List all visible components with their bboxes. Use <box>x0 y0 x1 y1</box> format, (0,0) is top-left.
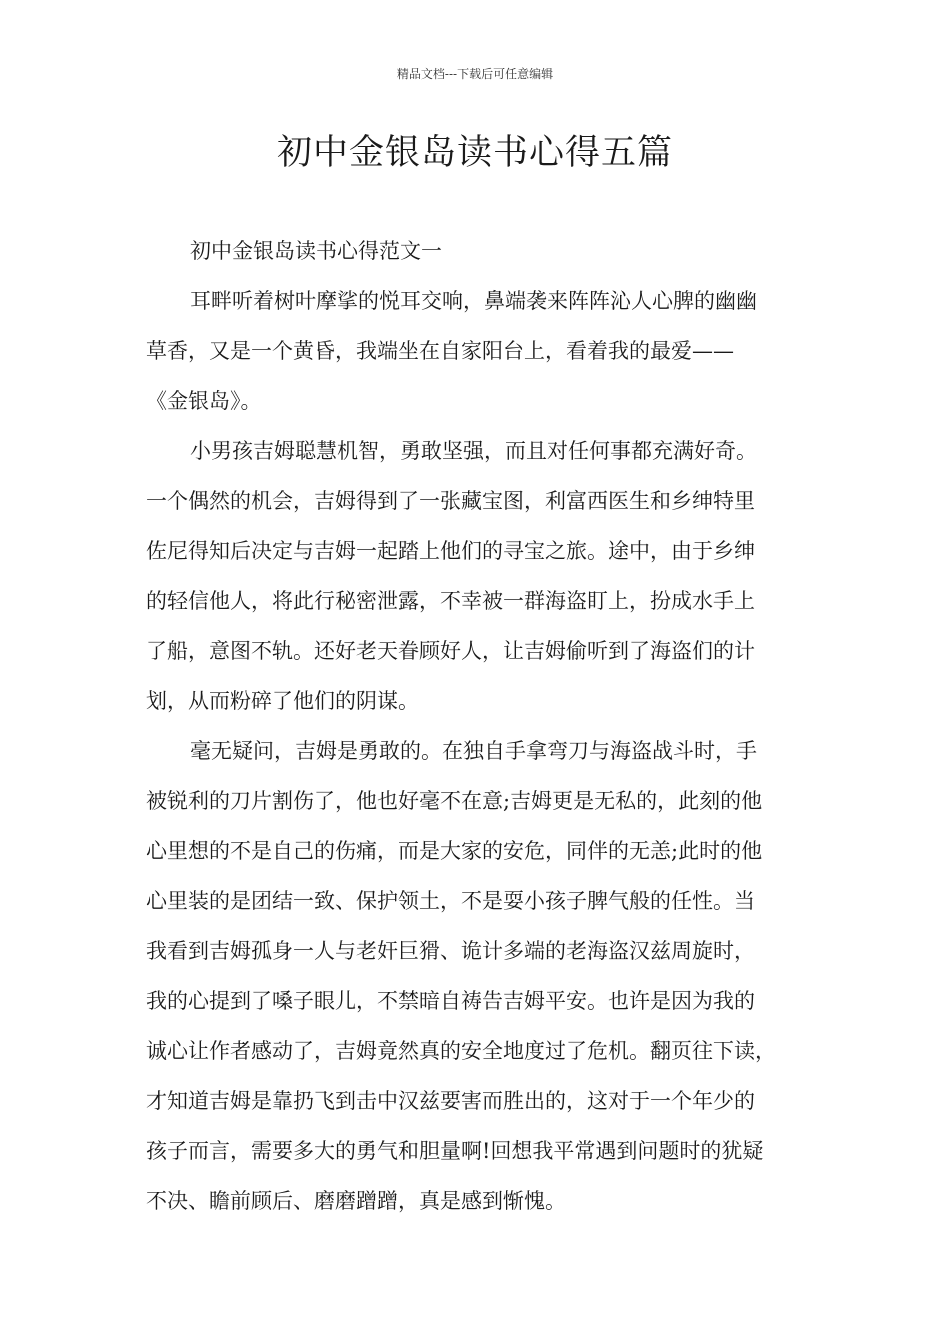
paragraph-3 <box>146 726 824 1226</box>
paragraph-2 <box>146 426 824 726</box>
paragraph-line: 我的心提到了嗓子眼儿，不禁暗自祷告吉姆平安。也许是因为我的 <box>146 989 755 1013</box>
paragraph-line: 被锐利的刀片割伤了，他也好毫不在意;吉姆更是无私的，此刻的他 <box>146 789 763 813</box>
paragraph-line: 一个偶然的机会，吉姆得到了一张藏宝图，利富西医生和乡绅特里 <box>146 489 755 513</box>
document-title: 初中金银岛读书心得五篇 <box>276 133 673 173</box>
paragraph-line: 佐尼得知后决定与吉姆一起踏上他们的寻宝之旅。途中，由于乡绅 <box>146 539 755 563</box>
paragraph-line: 毫无疑问，吉姆是勇敢的。在独自手拿弯刀与海盗战斗时，手 <box>190 739 757 763</box>
paragraph-line: 小男孩吉姆聪慧机智，勇敢坚强，而且对任何事都充满好奇。 <box>190 439 757 463</box>
paragraph-line: 我看到吉姆孤身一人与老奸巨猾、诡计多端的老海盗汉兹周旋时， <box>146 939 755 963</box>
paragraph-1 <box>146 276 824 426</box>
paragraph-line: 诚心让作者感动了，吉姆竟然真的安全地度过了危机。翻页往下读， <box>146 1039 776 1063</box>
paragraph-line: 《金银岛》。 <box>146 389 262 413</box>
paragraph-line: 心里装的是团结一致、保护领土，不是耍小孩子脾气般的任性。当 <box>146 889 755 913</box>
paragraph-line: 孩子而言，需要多大的勇气和胆量啊!回想我平常遇到问题时的犹疑 <box>146 1139 764 1163</box>
document-body <box>146 226 824 1226</box>
paragraph-line: 划，从而粉碎了他们的阴谋。 <box>146 689 419 713</box>
paragraph-line: 才知道吉姆是靠扔飞到击中汉兹要害而胜出的，这对于一个年少的 <box>146 1089 755 1113</box>
section-subtitle: 初中金银岛读书心得范文一 <box>190 239 442 263</box>
paragraph-line: 的轻信他人，将此行秘密泄露，不幸被一群海盗盯上，扮成水手上 <box>146 589 755 613</box>
paragraph-line: 了船，意图不轨。还好老天眷顾好人，让吉姆偷听到了海盗们的计 <box>146 639 755 663</box>
paragraph-line: 耳畔听着树叶摩挲的悦耳交响，鼻端袭来阵阵沁人心脾的幽幽 <box>190 289 757 313</box>
header-note: 精品文档---下载后可任意编辑 <box>396 67 554 81</box>
paragraph-line: 不决、瞻前顾后、磨磨蹭蹭，真是感到惭愧。 <box>146 1189 566 1213</box>
paragraph-line: 草香，又是一个黄昏，我端坐在自家阳台上，看着我的最爱—— <box>146 339 734 363</box>
paragraph-line: 心里想的不是自己的伤痛，而是大家的安危，同伴的无恙;此时的他 <box>146 839 763 863</box>
